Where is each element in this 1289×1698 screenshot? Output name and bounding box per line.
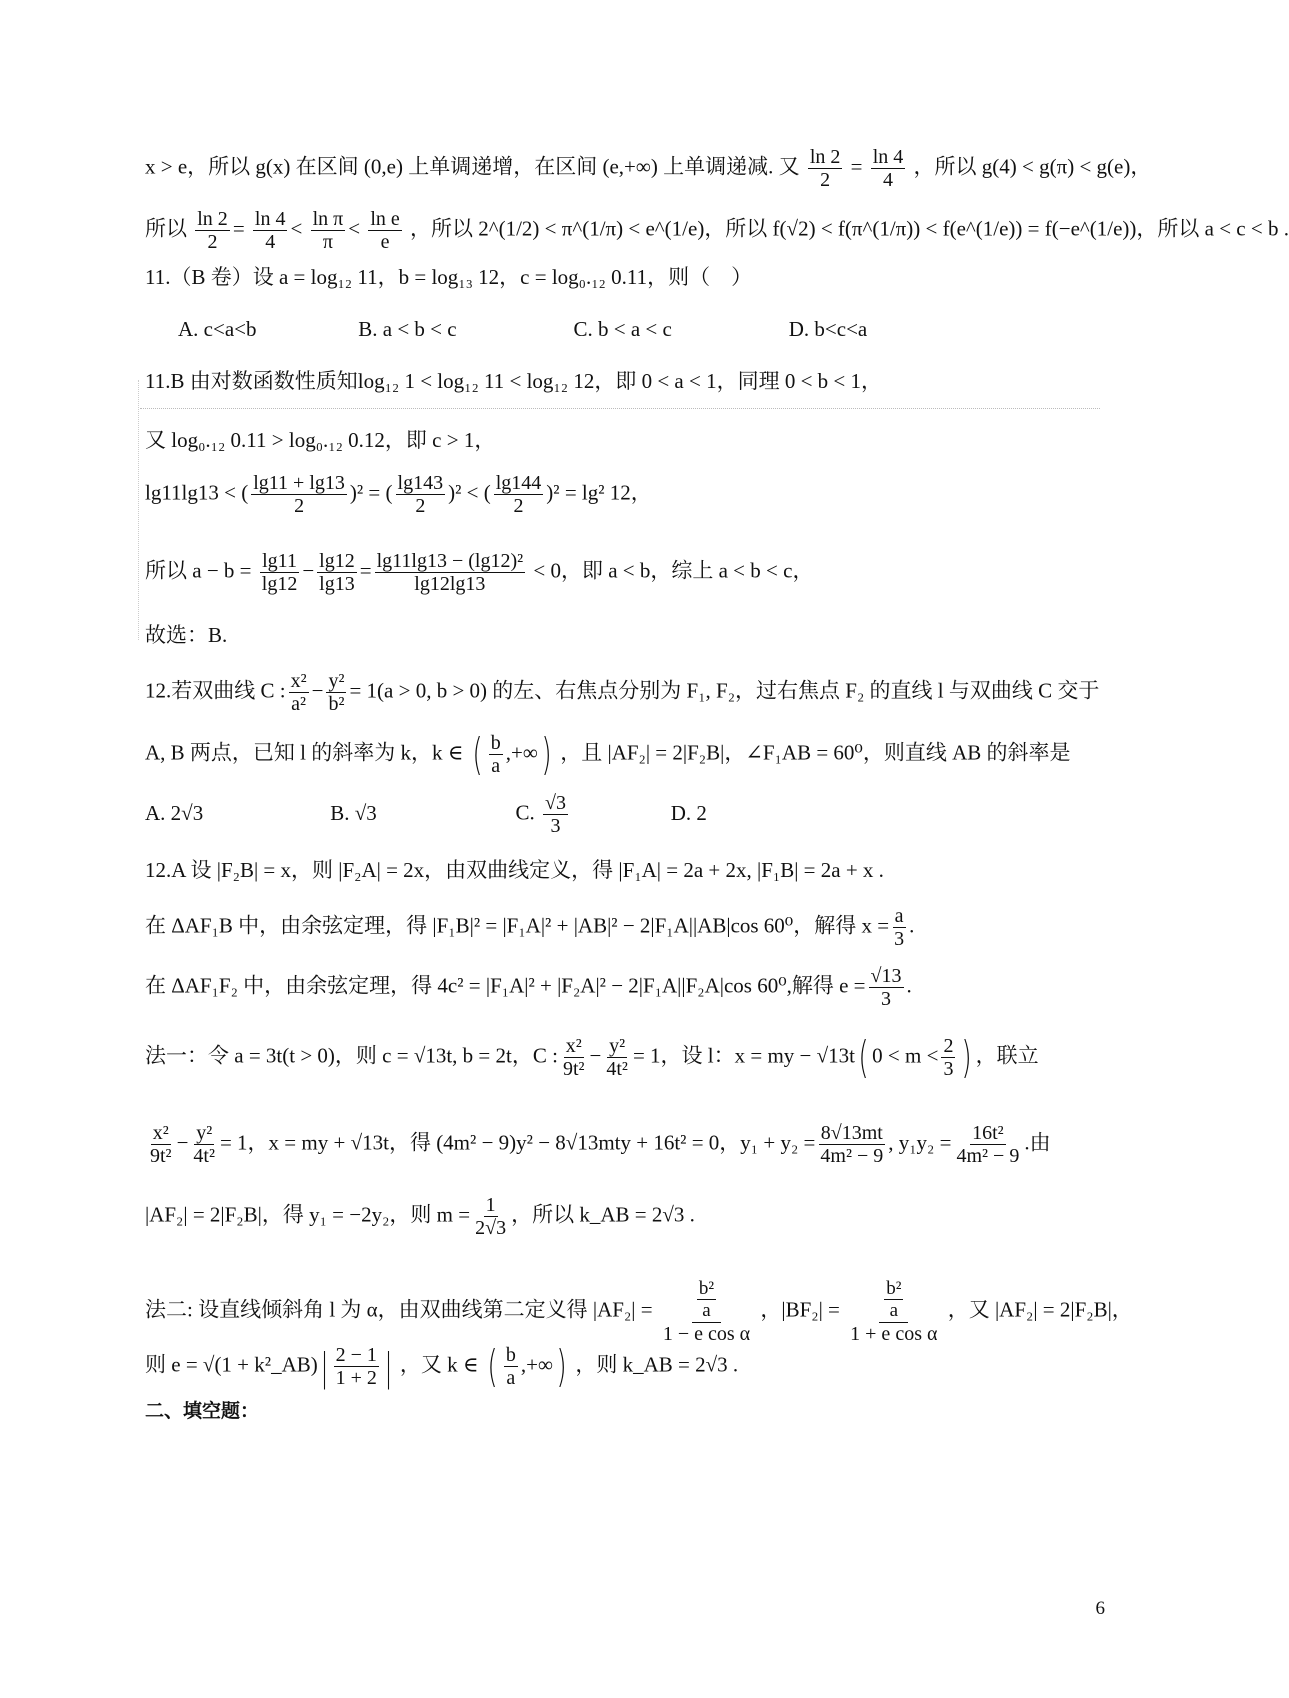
prev-line-2: 所以 $\frac{\ln 2}{2}$ = $\frac{\ln 4}{4}$ < $\frac{\text{ln π}}{\pi}$ < $\frac{\text{ln e}}{e}$ ，所以 2^(1/2) < π^(1/π) < e^(1/e)，所以 f(√2) < f(π^(1/π)) < f(e^(1/e)) = f(−e^(1/e))，所以 a < c < b . (145, 208, 1289, 254)
fraction: $\frac{a}{3}$ (894, 905, 905, 951)
fraction: $\frac{2 - 1}{1 + 2}$ (335, 1344, 377, 1390)
option-c: C. b < a < c (573, 317, 672, 341)
option-c: C. $\frac{√3}{3}$ (515, 792, 566, 838)
fraction: $\frac{\text{x²}}{\text{a²}}$ (290, 670, 307, 716)
divider (138, 380, 139, 640)
q12-method-2-line-2: 则 e = √(1 + k²_AB)| $\frac{2 - 1}{1 + 2}$ | ，又 k ∈ ( $\frac{b}{a}$ ,+∞) ，则 k_AB = 2√3 . (145, 1340, 739, 1392)
option-d: D. b<c<a (788, 317, 868, 341)
inequality: 2^(1/2) < π^(1/π) < e^(1/e) (478, 216, 705, 241)
fraction: $\frac{2}{3}$ (943, 1035, 954, 1081)
q12-stem-2: A, B 两点，已知 l 的斜率为 k，k ∈ ( $\frac{b}{a}$ ,+∞) ，且 |AF₂| = 2|F₂B|，∠F₁AB = 60⁰，则直线 AB 的斜率是 (145, 728, 1071, 780)
bracket: ) (961, 1031, 973, 1083)
fraction: $\frac{\lg 11 + \lg 13}{2}$ (253, 472, 345, 518)
fraction: $\frac{8√13mt}{\text{4m² − 9}}$ (820, 1122, 884, 1168)
fraction: $\frac{\text{ln e}}{e}$ (370, 208, 400, 254)
fraction: $\frac{\frac{\text{b²}}{a}}{\text{1 + e cos α}}$ (850, 1278, 938, 1345)
option-a: A. 2√3 (145, 800, 204, 825)
fraction: $\frac{\text{ln π}}{\pi}$ (312, 208, 344, 254)
fraction: $\frac{\text{x²}}{\text{9t²}}$ (150, 1122, 172, 1168)
q12-stem-1: 12.若双曲线 C : $\frac{\text{x²}}{\text{a²}}$ − $\frac{\text{y²}}{\text{b²}}$ = 1(a > 0, b > 0) 的左、右焦点分别为 F₁, F₂，过右焦点 F₂ 的直线 l 与双曲线 C 交于 (145, 670, 1100, 716)
fraction: $\frac{\text{x²}}{\text{9t²}}$ (562, 1035, 585, 1081)
divider (140, 408, 1100, 409)
fraction: $\frac{\text{16t²}}{\text{4m² − 9}}$ (956, 1122, 1020, 1168)
text: x > e，所以 g(x) 在区间 (0,e) 上单调递增，在区间 (e,+∞) 上单调递减. 又 (145, 154, 800, 179)
bracket: ( (471, 728, 483, 780)
fraction: $\frac{\text{y²}}{\text{4t²}}$ (193, 1122, 215, 1168)
bracket: ( (858, 1031, 869, 1083)
fraction: $\frac{√13}{3}$ (870, 965, 902, 1011)
option-b: B. a < b < c (358, 317, 457, 341)
text: ，所以 g(4) < g(π) < g(e)， (913, 154, 1152, 179)
q11-stem: 11.（B 卷）设 a = log₁₂ 11，b = log₁₃ 12，c = log₀.₁₂ 0.11，则（ ） (145, 265, 753, 289)
fraction: $\frac{\text{y²}}{\text{b²}}$ (328, 670, 345, 716)
q12-options (145, 792, 707, 838)
option-d: D. 2 (670, 800, 707, 825)
fraction: $\frac{\ln 2}{2}$ (809, 146, 841, 192)
bracket: ( (487, 1340, 498, 1392)
section-heading: 二、填空题： (145, 1400, 260, 1422)
q11-solution-4: 所以 a − b = $\frac{\lg 11}{\lg 12}$ − $\frac{\lg 12}{\lg 13}$ = $\frac{\text{lg11lg13 − (lg12)²}}{\lg 12\lg 13}$ < 0，即 a < b，综上 a < b < c， (145, 550, 814, 596)
fraction: $\frac{\lg 144}{2}$ (495, 472, 542, 518)
fraction: $\frac{\lg 143}{2}$ (397, 472, 444, 518)
fraction: $\frac{\frac{\text{b²}}{a}}{\text{1 − e cos α}}$ (662, 1278, 751, 1345)
q12-method-1-line-1: 法一：令 a = 3t(t > 0)，则 c = √13t, b = 2t，C : $\frac{\text{x²}}{\text{9t²}}$ − $\frac{\text{y²}}{\text{4t²}}$ = 1，设 l：x = my − √13t( 0 < m < $\frac{2}{3}$ ) ，联立 (145, 1031, 1039, 1083)
q11-solution-2: 又 log₀.₁₂ 0.11 > log₀.₁₂ 0.12，即 c > 1， (145, 428, 496, 452)
bracket: ) (541, 728, 552, 780)
q11-solution-1: 11.B 由对数函数性质知log₁₂ 1 < log₁₂ 11 < log₁₂ 12，即 0 < a < 1，同理 0 < b < 1， (145, 369, 883, 393)
fraction: $\frac{\ln 4}{4}$ (872, 146, 904, 192)
fraction: $\frac{\ln 4}{4}$ (254, 208, 286, 254)
q12-method-1-line-2: $\frac{\text{x²}}{\text{9t²}}$ − $\frac{\text{y²}}{\text{4t²}}$ = 1，x = my + √13t，得 (4m² − 9)y² − 8√13mty + 16t² = 0，y₁ + y₂ = $\frac{8√13mt}{\text{4m² − 9}}$ , y₁y₂ = $\frac{\text{16t²}}{\text{4m² − 9}}$ .由 (150, 1122, 1051, 1168)
fraction: $\frac{b}{a}$ (490, 732, 501, 778)
page-number: 6 (1095, 1598, 1105, 1619)
fraction: $\frac{b}{a}$ (505, 1344, 516, 1390)
q12-method-1-line-3: |AF₂| = 2|F₂B|，得 y₁ = −2y₂，则 m = $\frac{1}{2√3}$ ，所以 k_AB = 2√3 . (145, 1194, 695, 1240)
option-b: B. √3 (330, 800, 377, 825)
q12-solution-3: 在 ΔAF₁F₂ 中，由余弦定理，得 4c² = |F₁A|² + |F₂A|² − 2|F₁A||F₂A|cos 60⁰,解得 e = $\frac{√13}{3}$ . (145, 965, 912, 1011)
bracket: | (384, 1344, 393, 1389)
bracket: | (320, 1344, 328, 1389)
fraction: $\frac{1}{2√3}$ (475, 1194, 507, 1240)
fraction: $\frac{√3}{3}$ (545, 792, 566, 838)
q11-solution-3: lg11lg13 < ( $\frac{\lg 11 + \lg 13}{2}$ )² = ( $\frac{\lg 143}{2}$ )² < ( $\frac{\lg 144}{2}$ )² = lg² 12， (145, 472, 652, 518)
q11-answer: 故选：B. (145, 623, 228, 647)
q12-solution-1: 12.A 设 |F₂B| = x，则 |F₂A| = 2x，由双曲线定义，得 |F₁A| = 2a + 2x, |F₁B| = 2a + x . (145, 858, 884, 882)
bracket: ) (556, 1340, 567, 1392)
fraction: $\frac{\ln 2}{2}$ (197, 208, 228, 254)
fraction: $\frac{\text{y²}}{\text{4t²}}$ (606, 1035, 628, 1081)
q12-solution-2: 在 ΔAF₁B 中，由余弦定理，得 |F₁B|² = |F₁A|² + |AB|² − 2|F₁A||AB|cos 60⁰，解得 x = $\frac{a}{3}$ . (145, 905, 915, 951)
fraction: $\frac{\lg 11}{\lg 12}$ (261, 550, 298, 596)
q11-options (178, 314, 867, 344)
q12-method-2-line-1: 法二: 设直线倾斜角 l 为 α，由双曲线第二定义得 |AF₂| = $\frac{\frac{\text{b²}}{a}}{\text{1 − e cos α}}$ ，|BF₂| = $\frac{\frac{\text{b²}}{a}}{\text{1 + e cos α}}$ ，又 |AF₂| = 2|F₂B|， (145, 1278, 1133, 1345)
fraction: $\frac{\lg 12}{\lg 13}$ (319, 550, 355, 596)
prev-line-1: x > e，所以 g(x) 在区间 (0,e) 上单调递增，在区间 (e,+∞) 上单调递减. 又 $\frac{\ln 2}{2}$ = $\frac{\ln 4}{4}$ ，所以 g(4) < g(π) < g(e)， (145, 146, 1152, 192)
fraction: $\frac{\text{lg11lg13 − (lg12)²}}{\lg 12\lg 13}$ (376, 550, 524, 596)
option-a: A. c<a<b (178, 317, 257, 341)
